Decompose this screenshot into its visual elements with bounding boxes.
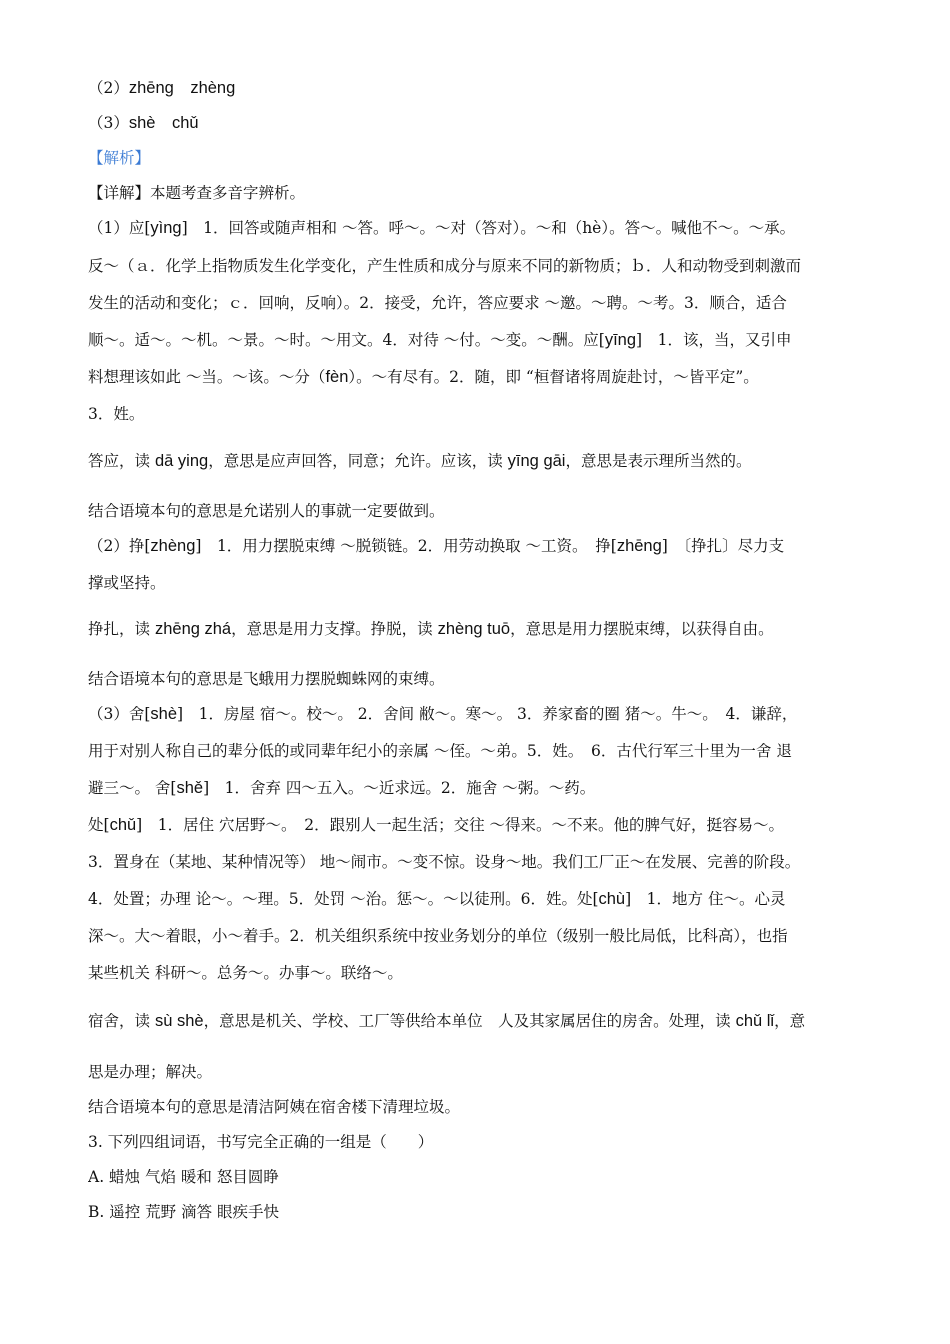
pinyin: zhēng zhá <box>154 620 232 638</box>
answer-3 <box>88 113 199 133</box>
p1-explain: 答应，读 dā ying，意思是应声回答，同意；允许。应该，读 yīng gāi，意思是表示理所当然的。 <box>88 452 752 470</box>
pinyin: yīng <box>604 331 637 349</box>
pinyin: chǔ <box>109 816 137 834</box>
p1-line-3: 发生的活动和变化；ｃ．回响，反响）。2．接受，允许，答应要求 ～邀。～聘。～考。3．顺合，适合 <box>88 294 787 312</box>
pinyin: yìng <box>150 219 182 237</box>
p3-line-2: 用于对别人称自己的辈分低的或同辈年纪小的亲属 ～侄。～弟。5．姓。 6．古代行军三十里为一舍 退 <box>88 742 792 760</box>
p2-line-2: 撑或坚持。 <box>88 574 166 592</box>
pinyin: sù shè <box>154 1012 204 1030</box>
answer-number: （3） <box>88 114 129 132</box>
p3-line-8: 某些机关 科研～。总务～。办事～。联络～。 <box>88 964 403 982</box>
p3-line-6: 4．处置；办理 论～。～理。5．处罚 ～治。惩～。～以徒刑。6．姓。处[chù] 1．地方 住～。心灵 <box>88 890 786 908</box>
p2-line-1: （2）挣[zhèng] 1．用力摆脱束缚 ～脱锁链。2．用劳动换取 ～工资。 挣[zhēng] 〔挣扎〕尽力支 <box>88 537 785 555</box>
detail-label: 【详解】 <box>88 184 151 202</box>
emphasis-dot-char: 应 <box>440 452 457 470</box>
p3-context: 结合语境本句的意思是清洁阿姨在宿舍楼下清理垃圾。 <box>88 1098 461 1116</box>
p1-line-5: 料想理该如此 ～当。～该。～分（fèn）。～有尽有。2．随，即 “桓督诸将周旋赴讨，～皆平定”。 <box>88 368 759 386</box>
emphasis-dot-char: 挣 <box>88 620 104 638</box>
pinyin: chù <box>598 890 626 908</box>
emphasis-dot-char: 舍 <box>103 1012 120 1030</box>
emphasis-dot-char: 挣 <box>370 620 387 638</box>
question-3-option-b: B. 遥控 荒野 滴答 眼疾手快 <box>88 1203 280 1221</box>
pinyin: fèn <box>325 368 349 386</box>
answer-pinyin: zhēng zhèng <box>128 79 236 97</box>
p1-context: 结合语境本句的意思是允诺别人的事就一定要做到。 <box>88 502 445 520</box>
p3-line-4: 处[chǔ] 1．居住 穴居野～。 2．跟别人一起生活；交往 ～得来。～不来。他的脾气好，挺容易～。 <box>88 816 785 834</box>
detail-text: 本题考查多音字辨析。 <box>150 184 306 202</box>
p1-line-6: 3．姓。 <box>88 405 145 423</box>
p3-line-5: 3．置身在（某地、某种情况等） 地～闹市。～变不惊。设身～地。我们工厂正～在发展、完善的阶段。 <box>88 853 801 871</box>
answer-pinyin: shè chǔ <box>128 114 199 132</box>
p2-explain: 挣扎，读 zhēng zhá，意思是用力支撑。挣脱，读 zhèng tuō，意思是用力摆脱束缚，以获得自由。 <box>88 620 774 638</box>
jiexi-heading: 【解析】 <box>88 149 151 167</box>
question-3-stem: 3. 下列四组词语，书写完全正确的一组是（ ） <box>88 1133 434 1151</box>
p3-explain-line-2: 思是办理；解决。 <box>88 1063 213 1081</box>
p1-line-2: 反～（ａ．化学上指物质发生化学变化，产生性质和成分与原来不同的新物质；ｂ．人和动物受到刺激而 <box>88 257 802 275</box>
answer-number: （2） <box>88 79 129 97</box>
emphasis-dot-char: 处 <box>668 1012 685 1030</box>
pinyin: yīng gāi <box>507 452 566 470</box>
answer-2 <box>88 78 235 98</box>
pinyin: dā ying <box>154 452 209 470</box>
pinyin: zhēng <box>616 537 662 555</box>
pinyin: zhèng <box>150 537 196 555</box>
p3-explain: 宿舍，读 sù shè，意思是机关、学校、工厂等供给本单位 人及其家属居住的房舍。处理，读 chǔ lǐ，意 <box>88 1012 806 1030</box>
p1-line-4: 顺～。适～。～机。～景。～时。～用文。4．对待 ～付。～变。～酬。应[yīng] 1．该，当，又引申 <box>88 331 792 349</box>
p1-line-1: （1）应[yìng] 1．回答或随声相和 ～答。呼～。～对（答对）。～和（hè）。答～。喊他不～。～承。 <box>88 219 796 237</box>
pinyin: shè <box>150 705 178 723</box>
detail-intro <box>88 183 305 203</box>
pinyin: chǔ lǐ <box>735 1012 775 1030</box>
question-3-option-a: A. 蜡烛 气焰 暖和 怒目圆睁 <box>88 1168 279 1186</box>
p3-line-3: 避三～。 舍[shě] 1．舍弃 四～五入。～近求远。2．施舍 ～粥。～药。 <box>88 779 596 797</box>
emphasis-dot-char: 应 <box>103 452 120 470</box>
pinyin: shě <box>176 779 204 797</box>
p3-line-7: 深～。大～着眼，小～着手。2．机关组织系统中按业务划分的单位（级别一般比局低，比科高），也指 <box>88 927 788 945</box>
p2-context: 结合语境本句的意思是飞蛾用力摆脱蜘蛛网的束缚。 <box>88 670 445 688</box>
p3-line-1: （3）舍[shè] 1．房屋 宿～。校～。 2．舍间 敝～。寒～。 3．养家畜的圈 猪～。牛～。 4．谦辞， <box>88 705 798 723</box>
pinyin: zhèng tuō <box>437 620 511 638</box>
